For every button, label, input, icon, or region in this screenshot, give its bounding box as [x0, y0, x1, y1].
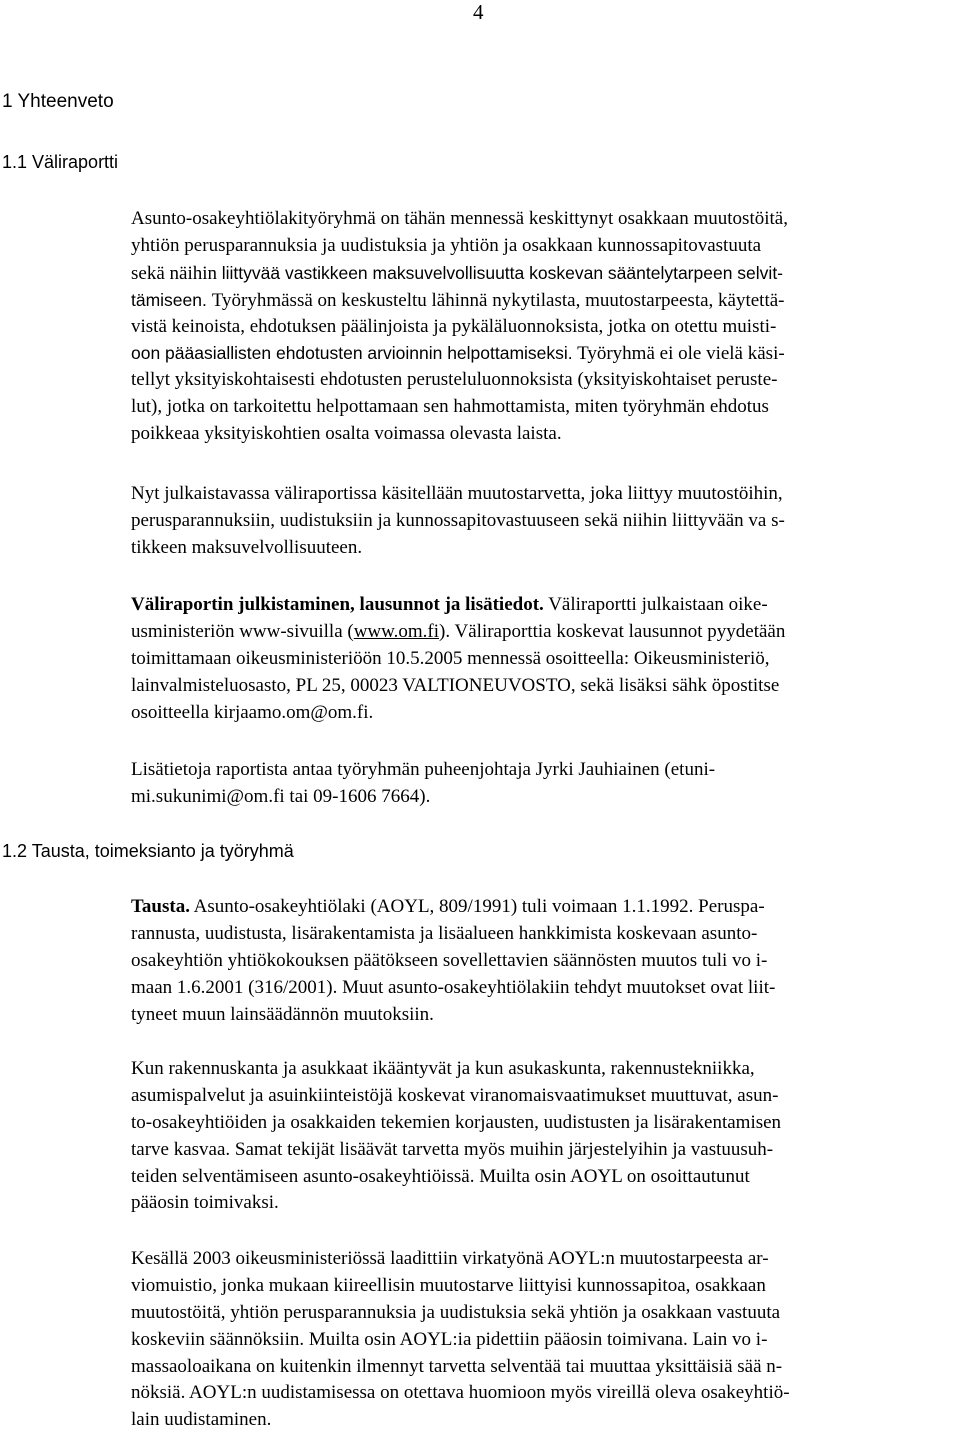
text-line: teiden selventämiseen asunto-osakeyhtiöissä. Muilta osin AOYL on osoittautunut — [131, 1165, 750, 1187]
text-line: perusparannuksiin, uudistuksiin ja kunnossapitovastuuseen sekä niihin liittyvään va s- — [131, 509, 785, 531]
text-segment: Asunto-osakeyhtiölaki (AOYL, 809/1991) tuli voimaan 1.1.1992. Peruspa- — [189, 896, 765, 917]
text-line — [131, 592, 956, 619]
text-segment: sekä näihin — [131, 262, 222, 284]
text-line: pääosin toimivaksi. — [131, 1192, 279, 1214]
text-line — [131, 619, 956, 646]
text-line: Lisätietoja raportista antaa työryhmän puheenjohtaja Jyrki Jauhiainen (etuni- — [131, 759, 716, 780]
text-line: Kesällä 2003 oikeusministeriössä laadittiin virkatyönä AOYL:n muutostarpeesta ar- — [131, 1248, 769, 1269]
text-line: tikkeen maksuvelvollisuuteen. — [131, 536, 363, 558]
text-line — [131, 340, 956, 367]
text-line: lain uudistaminen. — [131, 1409, 272, 1431]
text-line — [131, 260, 956, 287]
text-line: maan 1.6.2001 (316/2001). Muut asunto-osakeyhtiölakiin tehdyt muutokset ovat liit- — [131, 976, 776, 998]
text-segment: Työryhmässä on keskusteltu lähinnä nykytilasta, muutostarpeesta, käytettä- — [211, 289, 785, 311]
text-line: nöksiä. AOYL:n uudistamisessa on otettava huomioon myös vireillä oleva osakeyhtiö- — [131, 1382, 790, 1404]
text-line: tyneet muun lainsäädännön muutoksiin. — [131, 1003, 434, 1025]
text-line: lainvalmisteluosasto, PL 25, 00023 VALTIONEUVOSTO, sekä lisäksi sähk öpostitse — [131, 674, 780, 696]
paragraph-publication — [131, 592, 956, 726]
paragraph-published-report — [131, 481, 956, 562]
text-line: Kun rakennuskanta ja asukkaat ikääntyvät ja kun asukaskunta, rakennustekniikka, — [131, 1058, 755, 1079]
heading-yhteenveto: 1 Yhteenveto — [2, 91, 114, 112]
text-segment: usministeriön www-sivuilla ( — [131, 620, 354, 642]
text-line: tellyt yksityiskohtaisesti ehdotusten perusteluluonnoksista (yksityiskohtaiset peruste- — [131, 369, 778, 391]
text-line: Asunto-osakeyhtiölakityöryhmä on tähän mennessä keskittynyt osakkaan muutostöitä, — [131, 208, 788, 229]
text-line: poikkeaa yksityiskohtien osalta voimassa olevasta laista. — [131, 423, 562, 445]
text-line: vistä keinoista, ehdotuksen päälinjoista ja pykäläluonnoksista, jotka on otettu muisti- — [131, 315, 777, 337]
text-segment: oon pääasiallisten ehdotusten arvioinnin helpottamiseksi. — [131, 343, 573, 364]
text-line: rannusta, uudistusta, lisärakentamista ja lisäalueen hankkimista koskevaan asunto- — [131, 922, 758, 944]
text-line: mi.sukunimi@om.fi tai 09-1606 7664). — [131, 785, 431, 807]
text-segment: tämiseen. — [131, 289, 212, 310]
heading-tausta-toimeksianto: 1.2 Tausta, toimeksianto ja työryhmä — [2, 841, 294, 861]
paragraph-background — [131, 894, 956, 1028]
text-line: osoitteella kirjaamo.om@om.fi. — [131, 701, 374, 723]
text-segment: ). Väliraporttia koskevat lausunnot pyydetään — [439, 620, 786, 642]
text-line: massaoloaikana on kuitenkin ilmennyt tarvetta selventää tai muuttaa yksittäisiä sää n- — [131, 1355, 783, 1377]
text-line — [131, 287, 956, 314]
text-line: to-osakeyhtiöiden ja osakkaiden tekemien korjausten, uudistusten ja lisärakentamisen — [131, 1111, 782, 1133]
paragraph-2003-memo — [131, 1246, 956, 1434]
text-line: tarve kasvaa. Samat tekijät lisäävät tarvetta myös muihin järjestelyihin ja vastuusuh- — [131, 1138, 774, 1160]
text-line: muutostöitä, yhtiön perusparannuksia ja uudistuksia sekä yhtiön ja osakkaan vastuuta — [131, 1301, 781, 1323]
ministry-website-link[interactable]: www.om.fi — [353, 620, 440, 642]
text-segment-bold: Väliraportin julkistaminen, lausunnot ja lisätiedot. — [131, 594, 544, 615]
text-line: toimittamaan oikeusministeriöön 10.5.2005 mennessä osoitteella: Oikeusministeriö, — [131, 647, 770, 669]
text-line: osakeyhtiön yhtiökokouksen päätökseen sovellettavien säännösten muutos tuli vo i- — [131, 949, 768, 971]
text-line: koskeviin säännöksiin. Muilta osin AOYL:ia pidettiin pääosin toimivana. Lain vo i- — [131, 1328, 768, 1350]
text-line: yhtiön perusparannuksia ja uudistuksia ja yhtiön ja osakkaan kunnossapitovastuuta — [131, 234, 762, 256]
text-segment: Väliraportti julkaistaan oike- — [543, 594, 768, 615]
text-line — [131, 894, 956, 921]
page-number: 4 — [473, 0, 484, 24]
text-segment: Työryhmä ei ole vielä käsi- — [572, 343, 785, 365]
text-line: viomuistio, jonka mukaan kiireellisin muutostarve liittyisi kunnossapitoa, osakkaan — [131, 1274, 766, 1296]
paragraph-building-stock — [131, 1056, 956, 1217]
text-segment: liittyvää vastikkeen maksuvelvollisuutta koskevan sääntelytarpeen selvit- — [221, 262, 784, 283]
heading-valiraportti: 1.1 Väliraportti — [2, 152, 119, 172]
paragraph-contact — [131, 757, 956, 811]
text-segment-bold: Tausta. — [131, 896, 190, 917]
paragraph-scope — [131, 206, 956, 448]
text-line: Nyt julkaistavassa väliraportissa käsitellään muutostarvetta, joka liittyy muutostöihin, — [131, 483, 783, 504]
text-line: asumispalvelut ja asuinkiinteistöjä koskevat viranomaisvaatimukset muuttuvat, asun- — [131, 1084, 779, 1106]
text-line: lut), jotka on tarkoitettu helpottamaan sen hahmottamista, miten työryhmän ehdotus — [131, 396, 769, 418]
